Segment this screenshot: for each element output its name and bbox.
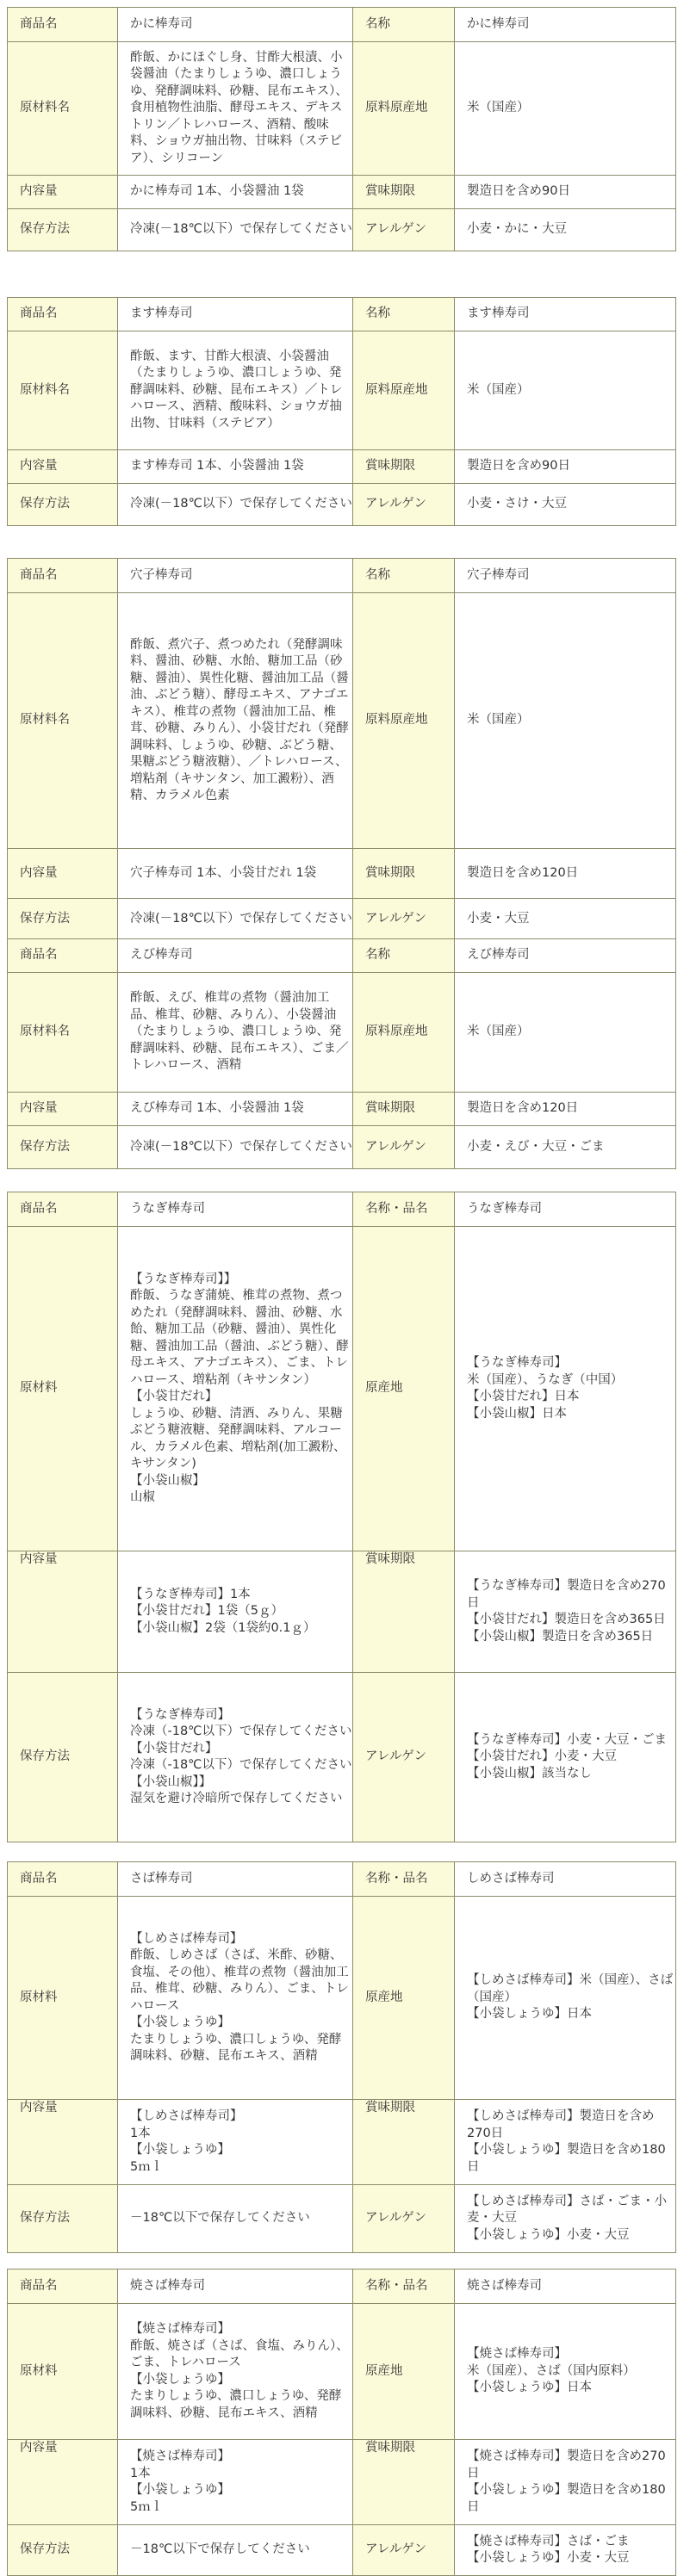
field-value: さば棒寿司	[118, 1862, 353, 1897]
field-label: 商品名	[8, 559, 118, 593]
ingredients-row	[8, 593, 676, 849]
field-value: 【焼さば棒寿司】 1本 【小袋しょうゆ】 5ｍｌ	[118, 2440, 353, 2525]
field-value: 【焼さば棒寿司】 米（国産）、さば（国内原料） 【小袋しょうゆ】日本	[455, 2304, 676, 2440]
field-value: 穴子棒寿司	[118, 559, 353, 593]
field-value: 小麦・えび・大豆・ごま	[455, 1126, 676, 1169]
field-value: うなぎ棒寿司	[455, 1192, 676, 1227]
storage-row	[8, 209, 676, 251]
field-value: 【うなぎ棒寿司】】 酢飯、うなぎ蒲焼、椎茸の煮物、煮つめたれ（発酵調味料、醤油、砂糖、水飴、糖加工品（砂糖、醤油）、異性化糖、醤油加工品（醤油、ぶどう糖）、酵母エキス、アナゴエキス）、ごま、トレハロース、増粘剤（キサンタン） 【小袋甘だれ】 しょうゆ、砂糖、清酒、みりん、果糖ぶどう糖液糖、発酵調味料、アルコール、カラメル色素、増粘剤(加工澱粉、キサンタン) 【小袋山椒】 山椒	[118, 1227, 353, 1551]
field-label: 保存方法	[8, 2525, 118, 2576]
field-value: かに棒寿司	[118, 8, 353, 42]
field-label: アレルゲン	[353, 1673, 455, 1842]
product-table	[7, 558, 676, 941]
field-value: 【うなぎ棒寿司】 米（国産）、うなぎ（中国） 【小袋甘だれ】日本 【小袋山椒】日本	[455, 1227, 676, 1551]
field-label: 保存方法	[8, 1673, 118, 1842]
field-value: えび棒寿司	[118, 939, 353, 973]
field-value: 【うなぎ棒寿司】1本 【小袋甘だれ】1袋（5ｇ） 【小袋山椒】2袋（1袋約0.1ｇ）	[118, 1551, 353, 1673]
field-label: 商品名	[8, 1862, 118, 1897]
field-label: 原材料名	[8, 973, 118, 1093]
field-value: 【うなぎ棒寿司】 冷凍（-18℃以下）で保存してください 【小袋甘だれ】 冷凍（-18℃以下）で保存してください 【小袋山椒】】 湿気を避け冷暗所で保存してください	[118, 1673, 353, 1842]
field-label: 賞味期限	[353, 176, 455, 209]
field-label: 名称・品名	[353, 1192, 455, 1227]
field-label: 原材料	[8, 1227, 118, 1551]
field-value: 【焼さば棒寿司】 酢飯、焼さば（さば、食塩、みりん）、ごま、トレハロース 【小袋しょうゆ】 たまりしょうゆ、濃口しょうゆ、発酵調味料、砂糖、昆布エキス、酒精	[118, 2304, 353, 2440]
field-label: 名称	[353, 298, 455, 331]
field-value: 冷凍(－18℃以下）で保存してください	[118, 484, 353, 526]
contents-row	[8, 849, 676, 899]
ingredients-row	[8, 1227, 676, 1551]
product-name-row	[8, 2269, 676, 2304]
ingredients-row	[8, 973, 676, 1093]
field-label: 賞味期限	[353, 450, 455, 484]
storage-row	[8, 1126, 676, 1169]
field-label: 保存方法	[8, 899, 118, 941]
product-table	[7, 297, 676, 526]
product-name-row	[8, 559, 676, 593]
field-label: アレルゲン	[353, 2185, 455, 2253]
field-value: 小麦・さけ・大豆	[455, 484, 676, 526]
product-name-row	[8, 1862, 676, 1897]
product-name-row	[8, 298, 676, 331]
field-label: 原料原産地	[353, 593, 455, 849]
field-label: 原材料	[8, 2304, 118, 2440]
field-label: 原材料名	[8, 42, 118, 176]
field-value: 【うなぎ棒寿司】小麦・大豆・ごま 【小袋甘だれ】小麦・大豆 【小袋山椒】該当なし	[455, 1673, 676, 1842]
field-label: 原材料	[8, 1897, 118, 2100]
product-name-row	[8, 939, 676, 973]
product-table	[7, 1192, 676, 1842]
product-table	[7, 7, 676, 251]
storage-row	[8, 2525, 676, 2576]
field-value: 焼さば棒寿司	[455, 2269, 676, 2304]
field-value: ます棒寿司	[455, 298, 676, 331]
field-value: 米（国産）	[455, 973, 676, 1093]
product-table	[7, 938, 676, 1169]
field-value: 小麦・かに・大豆	[455, 209, 676, 251]
field-label: 商品名	[8, 2269, 118, 2304]
field-label: 保存方法	[8, 484, 118, 526]
field-label: 名称・品名	[353, 1862, 455, 1897]
field-label: 名称	[353, 8, 455, 42]
contents-row	[8, 2440, 676, 2525]
field-value: 【しめさば棒寿司】 酢飯、しめさば（さば、米酢、砂糖、食塩、その他）、椎茸の煮物（醤油加工品、椎茸、砂糖、みりん）、ごま、トレハロース 【小袋しょうゆ】 たまりしょうゆ、濃口しょうゆ、発酵調味料、砂糖、昆布エキス、酒精	[118, 1897, 353, 2100]
product-table	[7, 1861, 676, 2253]
field-value: 【しめさば棒寿司】米（国産）、さば（国産） 【小袋しょうゆ】日本	[455, 1897, 676, 2100]
field-value: 穴子棒寿司 1本、小袋甘だれ 1袋	[118, 849, 353, 899]
field-label: 賞味期限	[353, 849, 455, 899]
field-label: 名称	[353, 559, 455, 593]
field-label: アレルゲン	[353, 1126, 455, 1169]
field-value: 【しめさば棒寿司】 1本 【小袋しょうゆ】 5ｍｌ	[118, 2100, 353, 2185]
field-label: 原料原産地	[353, 331, 455, 450]
contents-row	[8, 1093, 676, 1126]
field-label: 名称	[353, 939, 455, 973]
contents-row	[8, 2100, 676, 2185]
field-label: 原材料名	[8, 593, 118, 849]
contents-row	[8, 450, 676, 484]
field-value: 酢飯、煮穴子、煮つめたれ（発酵調味料、醤油、砂糖、水飴、糖加工品（砂糖、醤油）、異性化糖、醤油加工品（醤油、ぶどう糖）、酵母エキス、アナゴエキス）、椎茸の煮物（醤油加工品、椎茸、砂糖、みりん）、小袋甘だれ（発酵調味料、しょうゆ、砂糖、ぶどう糖、果糖ぶどう糖液糖）、／トレハロース、増粘剤（キサンタン、加工澱粉）、酒精、カラメル色素	[118, 593, 353, 849]
field-value: うなぎ棒寿司	[118, 1192, 353, 1227]
field-value: かに棒寿司 1本、小袋醤油 1袋	[118, 176, 353, 209]
field-label: アレルゲン	[353, 2525, 455, 2576]
field-label: 原産地	[353, 1897, 455, 2100]
field-value: 【焼さば棒寿司】製造日を含め270日 【小袋しょうゆ】製造日を含め180日	[455, 2440, 676, 2525]
field-label: 原料原産地	[353, 42, 455, 176]
field-label: 保存方法	[8, 2185, 118, 2253]
field-value: 米（国産）	[455, 42, 676, 176]
field-label: 原料原産地	[353, 973, 455, 1093]
field-value: 穴子棒寿司	[455, 559, 676, 593]
field-label: 内容量	[8, 1093, 118, 1126]
field-label: アレルゲン	[353, 209, 455, 251]
field-label: 賞味期限	[353, 2440, 455, 2525]
field-value: 酢飯、ます、甘酢大根漬、小袋醤油（たまりしょうゆ、濃口しょうゆ、発酵調味料、砂糖、昆布エキス）／トレハロース、酒精、酸味料、ショウガ抽出物、甘味料（ステビア）	[118, 331, 353, 450]
field-label: 内容量	[8, 849, 118, 899]
contents-row	[8, 176, 676, 209]
field-label: 原材料名	[8, 331, 118, 450]
field-label: 商品名	[8, 8, 118, 42]
field-value: かに棒寿司	[455, 8, 676, 42]
field-label: 保存方法	[8, 209, 118, 251]
field-label: 名称・品名	[353, 2269, 455, 2304]
field-label: 保存方法	[8, 1126, 118, 1169]
contents-row	[8, 1551, 676, 1673]
field-label: 内容量	[8, 176, 118, 209]
ingredients-row	[8, 1897, 676, 2100]
field-value: 米（国産）	[455, 593, 676, 849]
field-value: －18℃以下で保存してください	[118, 2185, 353, 2253]
field-value: －18℃以下で保存してください	[118, 2525, 353, 2576]
field-value: 【しめさば棒寿司】さば・ごま・小麦・大豆 【小袋しょうゆ】小麦・大豆	[455, 2185, 676, 2253]
product-table	[7, 2269, 676, 2576]
field-value: 酢飯、えび、椎茸の煮物（醤油加工品、椎茸、砂糖、みりん）、小袋醤油（たまりしょうゆ、濃口しょうゆ、発酵調味料、砂糖、昆布エキス）、ごま／トレハロース、酒精	[118, 973, 353, 1093]
field-value: 【焼さば棒寿司】さば・ごま 【小袋しょうゆ】小麦・大豆	[455, 2525, 676, 2576]
storage-row	[8, 484, 676, 526]
ingredients-row	[8, 42, 676, 176]
field-label: 内容量	[8, 1551, 118, 1673]
field-value: 【しめさば棒寿司】製造日を含め270日 【小袋しょうゆ】製造日を含め180日	[455, 2100, 676, 2185]
product-name-row	[8, 1192, 676, 1227]
field-value: しめさば棒寿司	[455, 1862, 676, 1897]
product-name-row	[8, 8, 676, 42]
field-value: 製造日を含め90日	[455, 176, 676, 209]
field-value: 酢飯、かにほぐし身、甘酢大根漬、小袋醤油（たまりしょうゆ、濃口しょうゆ、発酵調味料、砂糖、昆布エキス）、食用植物性油脂、酵母エキス、デキストリン／トレハロース、酒精、酸味料、ショウガ抽出物、甘味料（ステビア）、シリコーン	[118, 42, 353, 176]
field-value: 冷凍(－18℃以下）で保存してください	[118, 899, 353, 941]
field-value: 冷凍(－18℃以下）で保存してください	[118, 209, 353, 251]
field-label: アレルゲン	[353, 899, 455, 941]
field-label: 商品名	[8, 939, 118, 973]
field-label: 内容量	[8, 2100, 118, 2185]
field-value: えび棒寿司	[455, 939, 676, 973]
field-label: 原産地	[353, 1227, 455, 1551]
field-label: 商品名	[8, 1192, 118, 1227]
storage-row	[8, 1673, 676, 1842]
field-value: 小麦・大豆	[455, 899, 676, 941]
field-value: えび棒寿司 1本、小袋醤油 1袋	[118, 1093, 353, 1126]
field-label: 内容量	[8, 450, 118, 484]
field-value: 米（国産）	[455, 331, 676, 450]
field-value: 【うなぎ棒寿司】製造日を含め270日 【小袋甘だれ】製造日を含め365日 【小袋山椒】製造日を含め365日	[455, 1551, 676, 1673]
field-label: 賞味期限	[353, 1551, 455, 1673]
field-label: 商品名	[8, 298, 118, 331]
field-label: 賞味期限	[353, 1093, 455, 1126]
field-value: 製造日を含め120日	[455, 1093, 676, 1126]
field-value: ます棒寿司 1本、小袋醤油 1袋	[118, 450, 353, 484]
field-label: 原産地	[353, 2304, 455, 2440]
storage-row	[8, 899, 676, 941]
ingredients-row	[8, 331, 676, 450]
field-value: 製造日を含め90日	[455, 450, 676, 484]
field-value: 冷凍(－18℃以下）で保存してください	[118, 1126, 353, 1169]
ingredients-row	[8, 2304, 676, 2440]
field-value: 焼さば棒寿司	[118, 2269, 353, 2304]
field-label: 賞味期限	[353, 2100, 455, 2185]
field-label: アレルゲン	[353, 484, 455, 526]
field-label: 内容量	[8, 2440, 118, 2525]
field-value: 製造日を含め120日	[455, 849, 676, 899]
storage-row	[8, 2185, 676, 2253]
field-value: ます棒寿司	[118, 298, 353, 331]
